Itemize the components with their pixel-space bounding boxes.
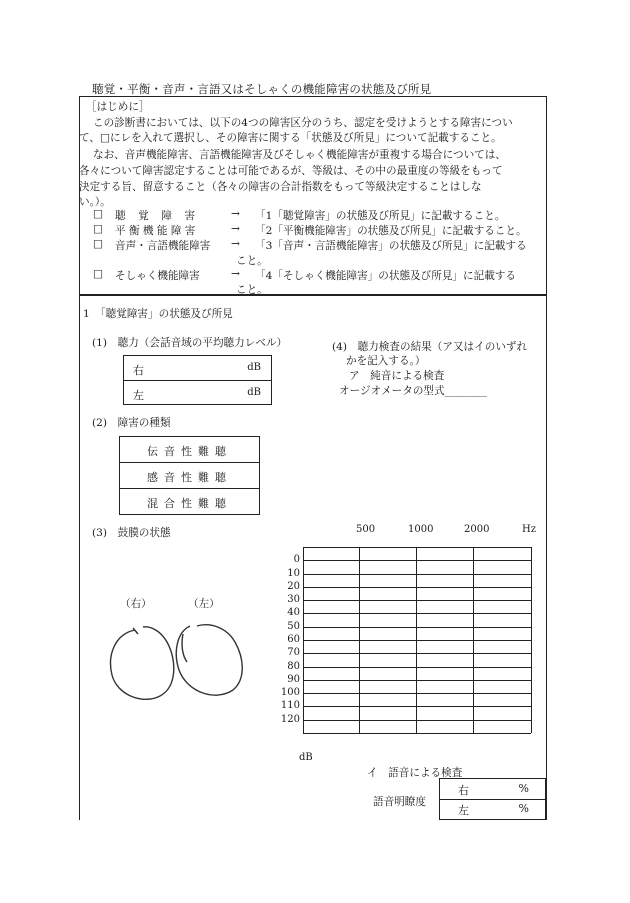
audiogram-hline xyxy=(303,560,531,561)
arrow-icon: → xyxy=(231,238,240,250)
category-instruction-cont: こと。 xyxy=(236,284,268,296)
side-label: 左 xyxy=(133,389,144,402)
audiogram-vline xyxy=(359,547,360,733)
speech-clarity-table xyxy=(439,778,546,820)
y-tick-label: 100 xyxy=(280,687,300,698)
audiogram-hline xyxy=(303,733,531,734)
y-tick-label: 120 xyxy=(280,714,300,725)
hearing-type-option[interactable] xyxy=(120,463,259,489)
hearing-level-right-row[interactable] xyxy=(124,356,271,381)
x-tick-label: 2000 xyxy=(464,524,490,535)
intro-para2-line1: なお、音声機能障害、言語機能障害及びそしゃく機能障害が重複する場合については、 xyxy=(93,149,506,161)
x-tick-label: 500 xyxy=(356,524,376,535)
eardrum-left-label: （左） xyxy=(188,598,220,610)
intro-section xyxy=(79,96,547,295)
audiogram-hline xyxy=(303,547,531,548)
right-eardrum-notch xyxy=(133,628,138,634)
y-tick-label: 0 xyxy=(293,554,300,565)
audiometer-type-label: オージオメータの型式 xyxy=(339,385,445,397)
speech-right-row[interactable] xyxy=(440,779,545,800)
audiometer-type-field[interactable] xyxy=(339,383,487,398)
x-axis-unit: Hz xyxy=(522,524,536,535)
checkbox-balance[interactable]: □ xyxy=(93,223,104,235)
audiogram-hline xyxy=(303,706,531,707)
hearing-level-table xyxy=(123,355,272,405)
unit-label: dB xyxy=(247,387,261,398)
y-tick-label: 50 xyxy=(287,621,300,632)
audiogram-hline xyxy=(303,720,531,721)
category-name: そしゃく機能障害 xyxy=(115,270,200,282)
test-result-label-line1: (4) 聴力検査の結果（ア又はイのいずれ xyxy=(332,341,528,353)
checkbox-chewing[interactable]: □ xyxy=(93,268,104,280)
unit-label: dB xyxy=(247,362,261,373)
category-name: 音声・言語機能障害 xyxy=(115,240,211,252)
audiogram-hline xyxy=(303,680,531,681)
hearing-level-left-row[interactable] xyxy=(124,381,271,405)
audiogram-hline xyxy=(303,574,531,575)
speech-test-label: イ 語音による検査 xyxy=(367,767,463,779)
audiogram-hline xyxy=(303,613,531,614)
y-tick-label: 90 xyxy=(287,674,300,685)
audiogram-hline xyxy=(303,693,531,694)
category-name: 聴 覚 障 害 xyxy=(115,210,197,222)
audiogram-vline xyxy=(303,547,304,733)
eardrum-drawing xyxy=(105,620,255,710)
intro-para2-line4: い。）。 xyxy=(79,196,111,208)
right-eardrum-outline xyxy=(111,627,174,699)
category-instruction: 「1「聴覚障害」の状態及び所見」に記載すること。 xyxy=(255,210,506,222)
x-tick-label: 1000 xyxy=(408,524,434,535)
unit-label: % xyxy=(518,802,529,815)
test-result-label-line2: かを記入する。） xyxy=(346,355,426,367)
left-eardrum-notch xyxy=(182,634,187,662)
y-tick-label: 60 xyxy=(287,634,300,645)
option-label: 混合性難聴 xyxy=(147,497,232,510)
audiogram-vline xyxy=(531,547,532,733)
intro-para1-line1: この診断書においては、以下の4つの障害区分のうち、認定を受けようとする障害につい xyxy=(93,117,513,129)
arrow-icon: → xyxy=(231,223,240,235)
hearing-type-table xyxy=(119,436,260,515)
eardrum-right-label: （右） xyxy=(120,598,152,610)
y-tick-label: 10 xyxy=(287,568,300,579)
audiogram-hline xyxy=(303,627,531,628)
pure-tone-test-label: ア 純音による検査 xyxy=(349,370,445,382)
audiogram-hline xyxy=(303,667,531,668)
checkbox-hearing[interactable]: □ xyxy=(93,208,104,220)
category-name: 平 衡 機 能 障 害 xyxy=(115,225,196,237)
y-tick-label: 110 xyxy=(280,700,300,711)
audiogram-hline xyxy=(303,640,531,641)
speech-clarity-label: 語音明瞭度 xyxy=(373,796,426,808)
category-instruction: 「4「そしゃく機能障害」の状態及び所見」に記載する xyxy=(255,270,516,282)
intro-para1-line2: て、□にレを入れて選択し、その障害に関する「状態及び所見」について記載すること。 xyxy=(79,132,502,144)
audiogram-vline xyxy=(473,547,474,733)
option-label: 伝音性難聴 xyxy=(147,445,232,458)
speech-left-row[interactable] xyxy=(440,799,545,819)
category-instruction: 「3「音声・言語機能障害」の状態及び所見」に記載する xyxy=(255,240,527,252)
hearing-level-label: (1) 聴力（会話音域の平均聴力レベル） xyxy=(92,337,288,349)
side-label: 右 xyxy=(458,784,469,797)
option-label: 感音性難聴 xyxy=(147,471,232,484)
eardrum-label: (3) 鼓膜の状態 xyxy=(92,527,171,539)
arrow-icon: → xyxy=(231,208,240,220)
audiometer-type-blank[interactable]: ________ xyxy=(444,385,487,397)
page-title: 聴覚・平衡・音声・言語又はそしゃくの機能障害の状態及び所見 xyxy=(92,82,432,96)
y-tick-label: 80 xyxy=(287,661,300,672)
hearing-type-option[interactable] xyxy=(120,437,259,463)
hearing-type-label: (2) 障害の種類 xyxy=(92,417,171,429)
y-tick-label: 70 xyxy=(287,647,300,658)
audiogram-hline xyxy=(303,600,531,601)
unit-label: % xyxy=(518,782,529,795)
side-label: 右 xyxy=(133,364,144,377)
checkbox-voice[interactable]: □ xyxy=(93,238,104,250)
y-tick-label: 30 xyxy=(287,594,300,605)
side-label: 左 xyxy=(458,804,469,817)
y-tick-label: 20 xyxy=(287,581,300,592)
arrow-icon: → xyxy=(231,268,240,280)
audiogram-hline xyxy=(303,653,531,654)
category-instruction: 「2「平衡機能障害」の状態及び所見」に記載すること。 xyxy=(255,225,527,237)
y-tick-label: 40 xyxy=(287,607,300,618)
intro-heading: ［はじめに］ xyxy=(86,101,150,113)
audiogram-hline xyxy=(303,587,531,588)
category-instruction-cont: こと。 xyxy=(236,255,268,267)
section-title: 1 「聴覚障害」の状態及び所見 xyxy=(83,308,233,320)
hearing-type-option[interactable] xyxy=(120,489,259,514)
intro-para2-line3: 決定する旨、留意すること（各々の障害の合計指数をもって等級決定することはしな xyxy=(79,181,482,193)
intro-para2-line2: 各々について障害認定することは可能であるが、等級は、その中の最重度の等級をもって xyxy=(79,165,503,177)
y-axis-unit: dB xyxy=(299,752,313,763)
audiogram-vline xyxy=(416,547,417,733)
